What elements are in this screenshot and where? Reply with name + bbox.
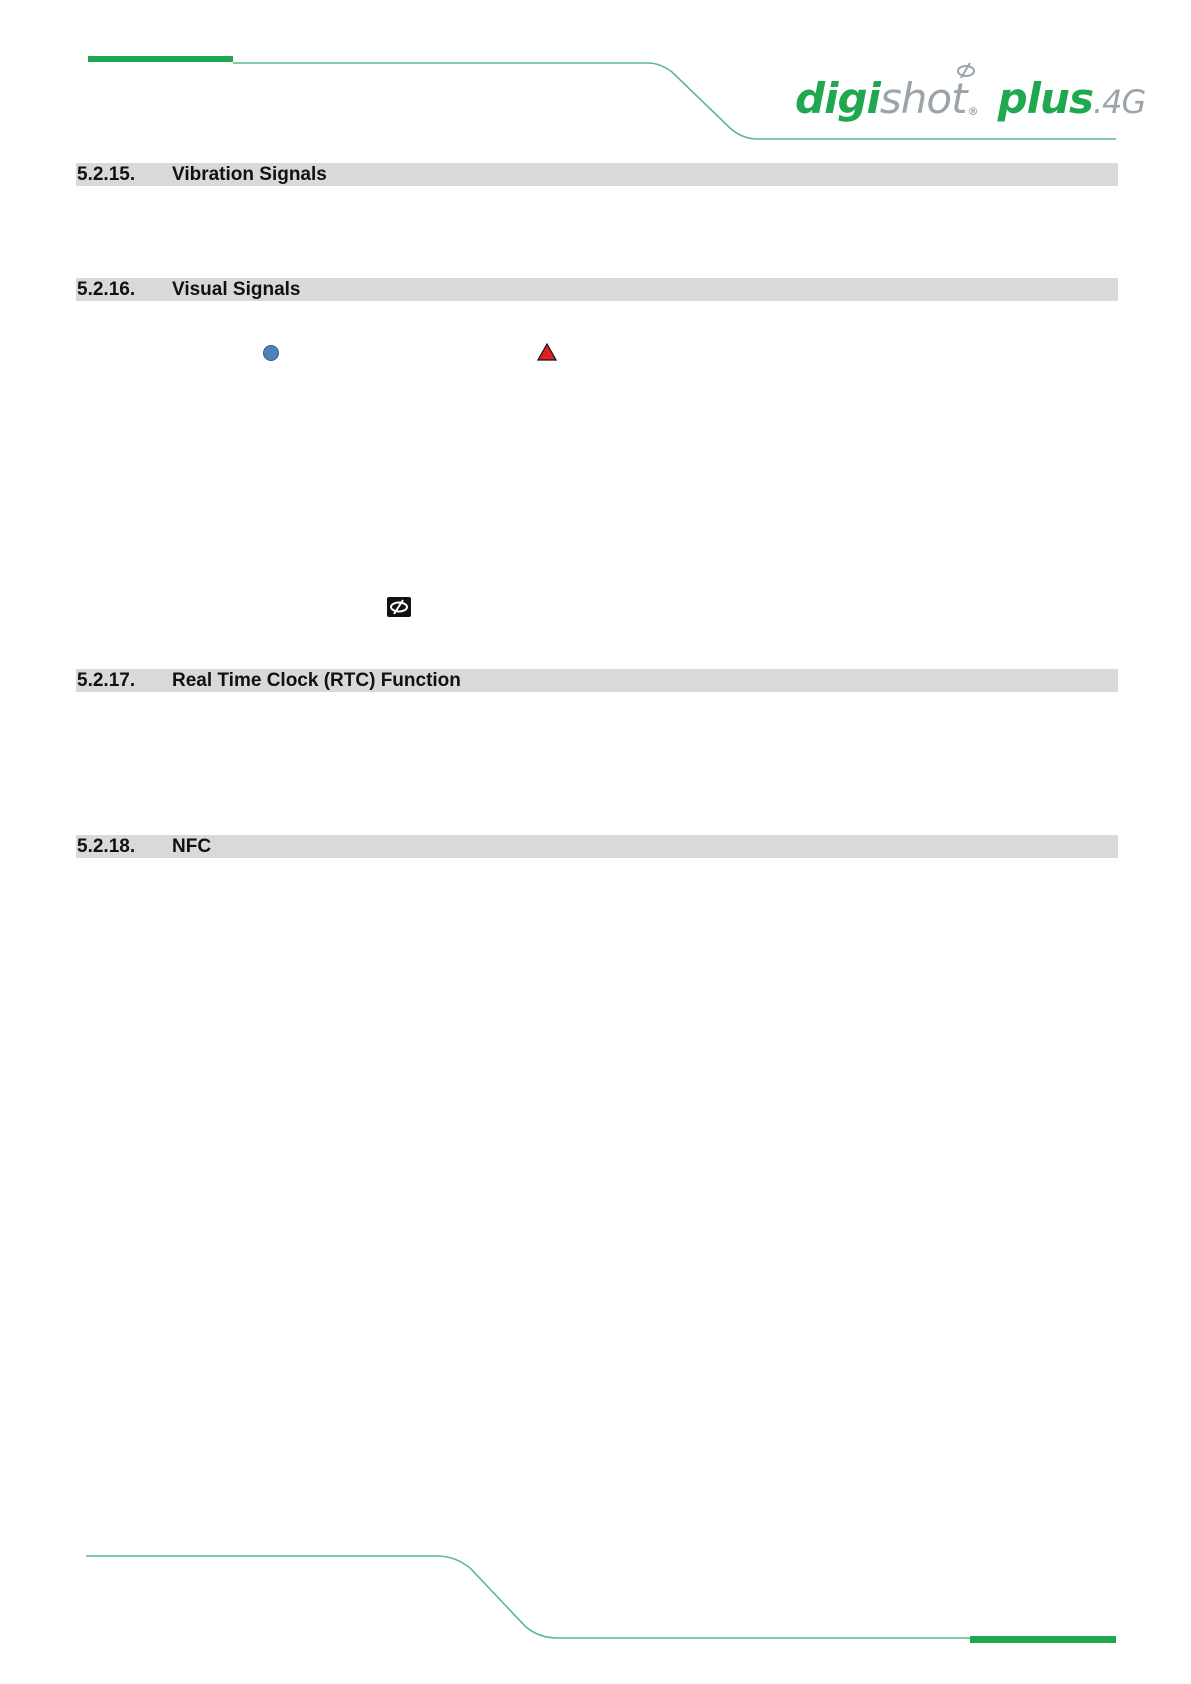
section-number: 5.2.18. [77,835,136,857]
section-number: 5.2.15. [77,163,136,185]
header-green-bar [88,56,233,62]
section-heading-visual-signals [76,278,1118,301]
digishot-logo-icon-glyph [387,597,411,617]
footer-green-bar [970,1636,1116,1643]
footer-curve-line [86,1556,1116,1638]
logo-registered-mark: ® [967,105,978,118]
logo-4g-text: .4G [1092,83,1146,121]
section-title: NFC [172,835,212,857]
digishot-swirl-icon [955,60,977,80]
section-number: 5.2.17. [77,669,136,691]
logo-plus-text: plus [997,74,1093,123]
footer-decoration [0,1530,1191,1660]
logo-shot-text: shot [879,74,967,123]
logo-digi-text: digi [795,74,880,123]
digishot-logo-icon [387,597,411,617]
section-title: Vibration Signals [172,163,327,185]
red-triangle-icon [537,343,557,361]
section-title: Visual Signals [172,278,301,300]
section-number: 5.2.16. [77,278,136,300]
section-title: Real Time Clock (RTC) Function [172,669,461,691]
section-heading-vibration-signals [76,163,1118,186]
section-heading-rtc-function [76,669,1118,692]
blue-circle-icon [263,345,279,361]
section-heading-nfc [76,835,1118,858]
